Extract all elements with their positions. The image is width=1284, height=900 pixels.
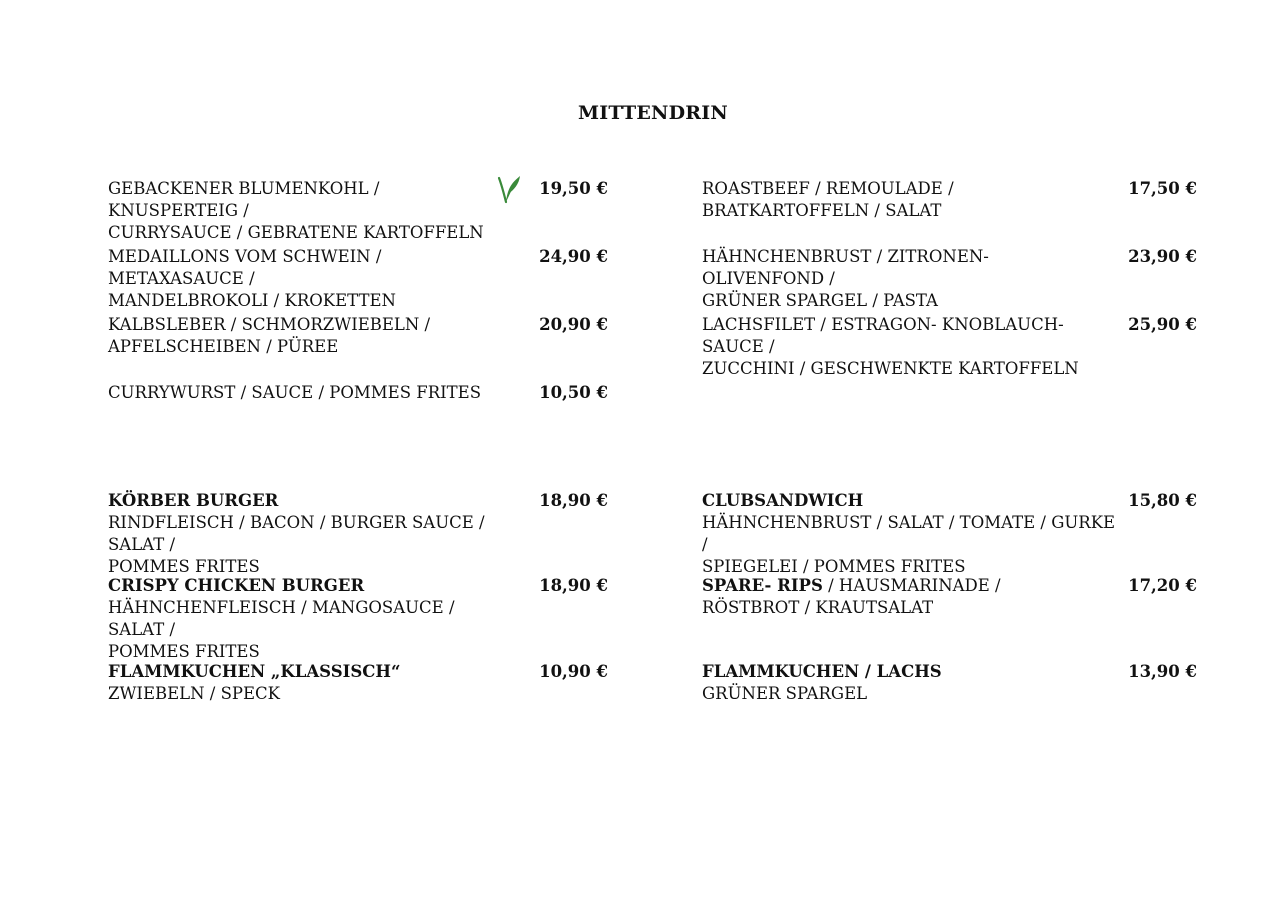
item-price: 10,90 € bbox=[539, 662, 608, 681]
menu-item bbox=[702, 490, 1197, 578]
menu-item bbox=[108, 246, 608, 312]
item-description: CURRYWURST / SAUCE / POMMES FRITES bbox=[108, 383, 482, 402]
item-description: ROASTBEEF / REMOULADE / BRATKARTOFFELN / SALAT bbox=[702, 179, 954, 220]
menu-item bbox=[702, 661, 1197, 705]
item-name: CRISPY CHICKEN BURGER bbox=[108, 576, 365, 595]
menu-item bbox=[702, 575, 1197, 619]
item-price: 15,80 € bbox=[1128, 491, 1197, 510]
menu-item bbox=[108, 661, 608, 705]
item-description: FLAMMKUCHEN „KLASSISCH“ ZWIEBELN / SPECK bbox=[108, 662, 401, 703]
item-description: MEDAILLONS VOM SCHWEIN / METAXASAUCE / MANDELBROKOLI / KROKETTEN bbox=[108, 247, 396, 310]
item-description: FLAMMKUCHEN / LACHS GRÜNER SPARGEL bbox=[702, 662, 942, 703]
item-description: GEBACKENER BLUMENKOHL / KNUSPERTEIG / CURRYSAUCE / GEBRATENE KARTOFFELN bbox=[108, 179, 484, 242]
menu-item bbox=[108, 178, 608, 244]
item-description: HÄHNCHENBRUST / ZITRONEN-OLIVENFOND / GRÜNER SPARGEL / PASTA bbox=[702, 247, 989, 310]
item-name: KÖRBER BURGER bbox=[108, 491, 279, 510]
item-price: 18,90 € bbox=[539, 491, 608, 510]
page-title: MITTENDRIN bbox=[578, 102, 728, 124]
item-price: 23,90 € bbox=[1128, 247, 1197, 266]
item-price: 13,90 € bbox=[1128, 662, 1197, 681]
item-price: 19,50 € bbox=[539, 179, 608, 198]
item-name: SPARE- RIPS bbox=[702, 576, 823, 595]
menu-item bbox=[702, 246, 1197, 312]
menu-item bbox=[108, 382, 608, 404]
menu-item bbox=[108, 575, 608, 663]
item-price: 20,90 € bbox=[539, 315, 608, 334]
item-price: 17,50 € bbox=[1128, 179, 1197, 198]
menu-item bbox=[108, 314, 608, 358]
item-description: KALBSLEBER / SCHMORZWIEBELN / APFELSCHEIBEN / PÜREE bbox=[108, 315, 431, 356]
item-price: 25,90 € bbox=[1128, 315, 1197, 334]
item-name: FLAMMKUCHEN „KLASSISCH“ bbox=[108, 662, 401, 681]
item-name: FLAMMKUCHEN / LACHS bbox=[702, 662, 942, 681]
item-name: CLUBSANDWICH bbox=[702, 491, 864, 510]
menu-item bbox=[702, 178, 1197, 222]
item-description: CLUBSANDWICH HÄHNCHENBRUST / SALAT / TOMATE / GURKE / SPIEGELEI / POMMES FRITES bbox=[702, 491, 1116, 576]
item-price: 18,90 € bbox=[539, 576, 608, 595]
item-price: 17,20 € bbox=[1128, 576, 1197, 595]
menu-item bbox=[702, 314, 1197, 380]
item-description: KÖRBER BURGER RINDFLEISCH / BACON / BURGER SAUCE / SALAT / POMMES FRITES bbox=[108, 491, 485, 576]
item-description: LACHSFILET / ESTRAGON- KNOBLAUCH- SAUCE / ZUCCHINI / GESCHWENKTE KARTOFFELN bbox=[702, 315, 1079, 378]
item-price: 10,50 € bbox=[539, 383, 608, 402]
item-price: 24,90 € bbox=[539, 247, 608, 266]
vegetarian-leaf-icon bbox=[496, 172, 522, 206]
item-description: CRISPY CHICKEN BURGER HÄHNCHENFLEISCH / MANGOSAUCE / SALAT / POMMES FRITES bbox=[108, 576, 455, 661]
item-description: SPARE- RIPS / HAUSMARINADE / RÖSTBROT / KRAUTSALAT bbox=[702, 576, 1001, 617]
menu-item bbox=[108, 490, 608, 578]
